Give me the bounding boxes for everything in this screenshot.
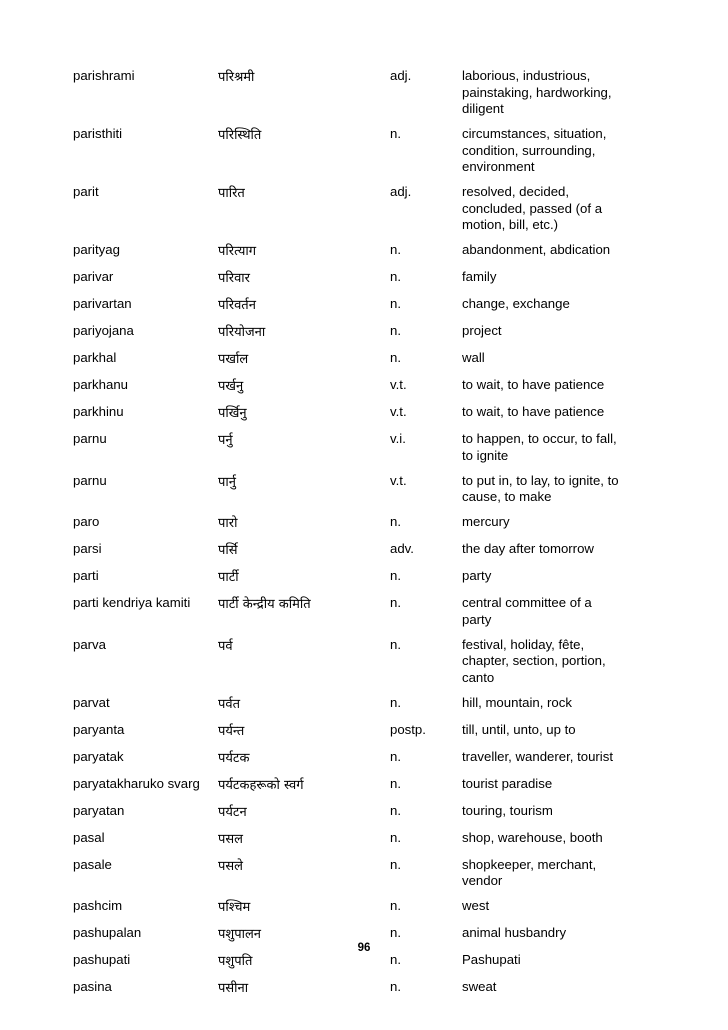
entry-word: pariyojana	[73, 323, 134, 338]
definition-line: sweat	[462, 979, 497, 994]
entry-definition	[462, 68, 642, 118]
entry-part-of-speech: postp.	[390, 721, 426, 737]
entry-devanagari: पसीना	[218, 981, 249, 996]
definition-line: motion, bill, etc.)	[462, 217, 559, 232]
entry-part-of-speech: adv.	[390, 541, 414, 556]
entry-definition	[462, 568, 642, 585]
definition-line: festival, holiday, fête,	[462, 636, 585, 652]
definition-line: laborious, industrious,	[462, 68, 591, 83]
entry-devanagari: परिवर्तन	[218, 298, 256, 313]
dictionary-entry	[73, 323, 663, 342]
definition-line: till, until, unto, up to	[462, 721, 576, 737]
entry-part-of-speech: n.	[390, 126, 401, 141]
entry-word: paro	[73, 514, 100, 529]
definition-line: party	[462, 611, 492, 627]
entry-definition	[462, 925, 642, 942]
dictionary-entry	[73, 541, 663, 560]
dictionary-entry	[73, 898, 663, 917]
entry-word: pasale	[73, 856, 112, 872]
entry-part-of-speech: n.	[390, 514, 401, 529]
dictionary-entry	[73, 242, 663, 261]
entry-word: pasal	[73, 829, 105, 845]
dictionary-entry	[73, 803, 663, 822]
entry-devanagari: पर्यटन	[218, 804, 247, 820]
definition-line: condition, surrounding,	[462, 142, 596, 158]
definition-line: project	[462, 323, 502, 338]
entry-part-of-speech: v.t.	[390, 404, 407, 419]
definition-line: wall	[462, 350, 485, 365]
definition-line: touring, tourism	[462, 802, 553, 818]
entry-part-of-speech: n.	[390, 350, 401, 365]
entry-part-of-speech: n.	[390, 242, 401, 257]
dictionary-entry	[73, 431, 663, 464]
entry-devanagari: पशुपालन	[218, 927, 262, 942]
entry-definition	[462, 952, 642, 969]
entry-word: paryatak	[73, 748, 124, 764]
entry-definition	[462, 296, 642, 313]
entry-part-of-speech: n.	[390, 856, 401, 872]
entry-devanagari: पर्वत	[218, 696, 241, 712]
entry-definition	[462, 242, 642, 259]
entry-definition	[462, 184, 642, 234]
dictionary-entry	[73, 296, 663, 315]
dictionary-entry	[73, 925, 663, 944]
entry-definition	[462, 857, 642, 890]
dictionary-entry	[73, 184, 663, 234]
entry-devanagari: पारित	[218, 186, 245, 201]
definition-line: central committee of a	[462, 595, 592, 610]
definition-line: Pashupati	[462, 952, 521, 967]
definition-line: to wait, to have patience	[462, 404, 605, 419]
definition-line: family	[462, 269, 497, 284]
definition-line: hill, mountain, rock	[462, 694, 572, 710]
entry-devanagari: पशुपति	[218, 954, 253, 969]
entry-definition	[462, 898, 642, 915]
entry-word: paryanta	[73, 721, 125, 737]
entry-part-of-speech: n.	[390, 775, 401, 791]
definition-line: mercury	[462, 514, 510, 529]
definition-line: canto	[462, 669, 495, 685]
entry-definition	[462, 431, 642, 464]
definition-line: abandonment, abdication	[462, 242, 611, 257]
entry-definition	[462, 269, 642, 286]
page-number: 96	[357, 942, 371, 954]
entry-devanagari: पर्खनु	[218, 379, 244, 394]
entry-word: parivartan	[73, 296, 132, 311]
definition-line: diligent	[462, 101, 504, 116]
entry-definition	[462, 404, 642, 421]
entry-definition	[462, 595, 642, 628]
entry-devanagari: परिस्थिति	[218, 128, 262, 143]
entry-devanagari: पश्चिम	[218, 900, 251, 915]
entry-part-of-speech: n.	[390, 269, 401, 284]
entry-word: pashupalan	[73, 925, 142, 940]
entry-part-of-speech: n.	[390, 568, 401, 583]
entry-word: parnu	[73, 431, 107, 446]
dictionary-entry	[73, 595, 663, 628]
definition-line: shop, warehouse, booth	[462, 829, 603, 845]
entry-word: paristhiti	[73, 126, 123, 141]
dictionary-entry	[73, 126, 663, 176]
entry-word: paryatakharuko svarg	[73, 775, 200, 791]
entry-part-of-speech: v.t.	[390, 472, 407, 488]
entry-definition	[462, 541, 642, 558]
entry-word: parti kendriya kamiti	[73, 595, 191, 610]
dictionary-entry	[73, 830, 663, 849]
dictionary-entry	[73, 514, 663, 533]
dictionary-entry	[73, 269, 663, 288]
entry-part-of-speech: adj.	[390, 184, 412, 199]
entry-definition	[462, 695, 642, 712]
entry-word: parva	[73, 636, 106, 652]
definition-line: to put in, to lay, to ignite, to	[462, 472, 619, 488]
entry-part-of-speech: n.	[390, 952, 401, 967]
entry-part-of-speech: n.	[390, 296, 401, 311]
entry-definition	[462, 514, 642, 531]
dictionary-entry	[73, 695, 663, 714]
entry-devanagari: पार्नु	[218, 474, 236, 490]
entry-definition	[462, 830, 642, 847]
entry-definition	[462, 350, 642, 367]
entry-word: pashcim	[73, 898, 123, 913]
entry-devanagari: पार्टी केन्द्रीय कमिति	[218, 597, 311, 612]
dictionary-entry	[73, 857, 663, 890]
dictionary-entry	[73, 68, 663, 118]
dictionary-entry	[73, 776, 663, 795]
entry-part-of-speech: n.	[390, 748, 401, 764]
entry-devanagari: पर्खिनु	[218, 406, 247, 421]
entry-word: parvat	[73, 694, 110, 710]
entry-definition	[462, 126, 642, 176]
entry-definition	[462, 473, 642, 506]
entry-word: pasina	[73, 979, 112, 994]
definition-line: chapter, section, portion,	[462, 653, 606, 668]
definition-line: concluded, passed (of a	[462, 200, 603, 216]
dictionary-entry	[73, 722, 663, 741]
entry-word: parnu	[73, 472, 107, 488]
definition-line: painstaking, hardworking,	[462, 84, 612, 100]
entry-part-of-speech: n.	[390, 323, 401, 338]
entry-part-of-speech: v.i.	[390, 431, 406, 446]
entry-word: parkhal	[73, 350, 117, 365]
entry-part-of-speech: n.	[390, 829, 401, 845]
entry-devanagari: पार्टी	[218, 570, 239, 585]
entry-part-of-speech: adj.	[390, 68, 412, 83]
entry-devanagari: परियोजना	[218, 325, 266, 340]
definition-line: shopkeeper, merchant,	[462, 856, 597, 872]
entry-devanagari: पारो	[218, 516, 238, 531]
definition-line: tourist paradise	[462, 775, 553, 791]
entry-part-of-speech: n.	[390, 898, 401, 913]
entry-word: parivar	[73, 269, 114, 284]
entry-word: parti	[73, 568, 99, 583]
definition-line: resolved, decided,	[462, 184, 570, 199]
entry-word: parkhinu	[73, 404, 124, 419]
definition-line: the day after tomorrow	[462, 541, 594, 556]
entry-part-of-speech: n.	[390, 979, 401, 994]
dictionary-entry	[73, 749, 663, 768]
dictionary-entry	[73, 377, 663, 396]
definition-line: change, exchange	[462, 296, 570, 311]
entry-definition	[462, 776, 642, 793]
definition-line: to ignite	[462, 447, 509, 463]
entry-word: parit	[73, 184, 99, 199]
definition-line: west	[462, 898, 490, 913]
entry-word: parkhanu	[73, 377, 128, 392]
dictionary-entry	[73, 952, 663, 971]
definition-line: vendor	[462, 873, 503, 888]
entry-word: pashupati	[73, 952, 131, 967]
entry-devanagari: परिवार	[218, 271, 250, 286]
entry-devanagari: पसले	[218, 858, 243, 874]
entry-devanagari: पर्नु	[218, 433, 233, 448]
entry-part-of-speech: n.	[390, 925, 401, 940]
definition-line: party	[462, 568, 492, 583]
entry-word: paryatan	[73, 802, 125, 818]
entry-devanagari: पर्यटकहरूको स्वर्ग	[218, 777, 304, 793]
entry-devanagari: परिश्रमी	[218, 70, 255, 85]
entry-definition	[462, 637, 642, 687]
entry-devanagari: परित्याग	[218, 244, 257, 259]
definition-line: to happen, to occur, to fall,	[462, 431, 617, 446]
entry-devanagari: पर्सि	[218, 543, 238, 558]
entry-definition	[462, 377, 642, 394]
entry-part-of-speech: n.	[390, 694, 401, 710]
dictionary-entry	[73, 568, 663, 587]
entry-definition	[462, 803, 642, 820]
dictionary-entry	[73, 404, 663, 423]
entry-part-of-speech: v.t.	[390, 377, 407, 392]
entry-definition	[462, 722, 642, 739]
definition-line: to wait, to have patience	[462, 377, 605, 392]
entry-part-of-speech: n.	[390, 802, 401, 818]
definition-line: traveller, wanderer, tourist	[462, 748, 613, 764]
entry-definition	[462, 979, 642, 996]
entry-devanagari: पर्यन्त	[218, 723, 245, 739]
dictionary-entry	[73, 350, 663, 369]
definition-line: environment	[462, 159, 535, 174]
entry-definition	[462, 749, 642, 766]
definition-line: animal husbandry	[462, 925, 567, 940]
entry-devanagari: पर्यटक	[218, 750, 250, 766]
entry-list	[73, 68, 663, 1006]
entry-devanagari: पर्व	[218, 638, 233, 654]
entry-devanagari: पर्खाल	[218, 352, 249, 367]
dictionary-entry	[73, 473, 663, 506]
dictionary-entry	[73, 979, 663, 998]
entry-word: parsi	[73, 541, 102, 556]
entry-word: parityag	[73, 242, 120, 257]
entry-part-of-speech: n.	[390, 636, 401, 652]
definition-line: cause, to make	[462, 489, 552, 504]
entry-part-of-speech: n.	[390, 595, 401, 610]
dictionary-entry	[73, 637, 663, 687]
entry-devanagari: पसल	[218, 831, 243, 847]
entry-definition	[462, 323, 642, 340]
definition-line: circumstances, situation,	[462, 126, 607, 141]
entry-word: parishrami	[73, 68, 135, 83]
